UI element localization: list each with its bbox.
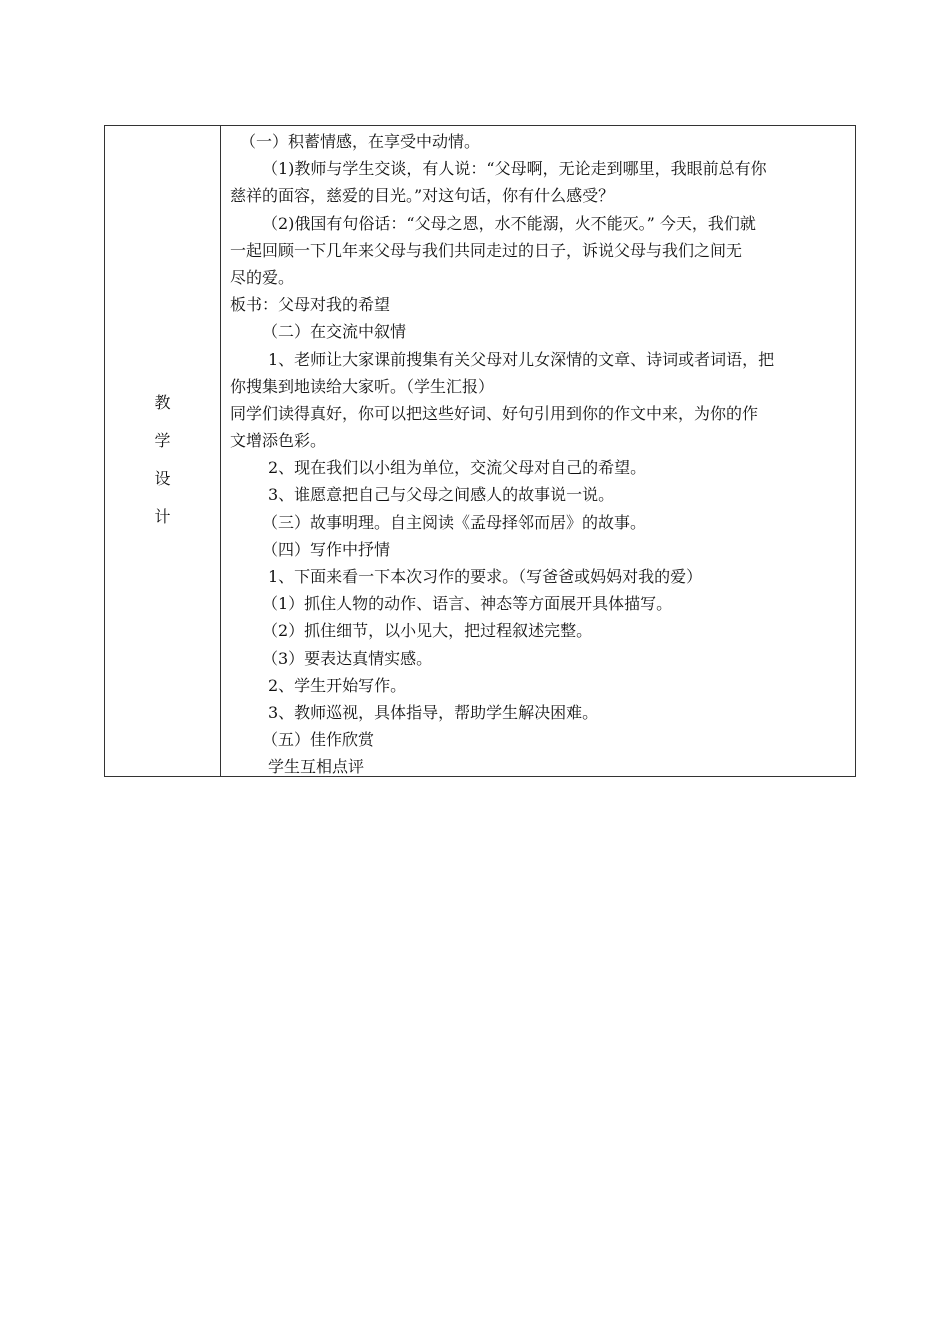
- content-line: 3、谁愿意把自己与父母之间感人的故事说一说。: [268, 485, 615, 505]
- content-line: 一起回顾一下几年来父母与我们共同走过的日子，诉说父母与我们之间无: [230, 240, 743, 260]
- content-line: 学生互相点评: [268, 757, 365, 777]
- content-line: 文增添色彩。: [230, 431, 327, 451]
- section-label-char: 设: [154, 469, 171, 488]
- content-line: 慈祥的面容，慈爱的目光。”对这句话，你有什么感受？: [230, 186, 615, 206]
- content-line: （2）抓住细节，以小见大，把过程叙述完整。: [262, 621, 593, 641]
- section-label-char: 计: [154, 507, 171, 526]
- content-line: 1、老师让大家课前搜集有关父母对儿女深情的文章、诗词或者词语，把: [268, 349, 775, 369]
- section-label-cell: [105, 126, 221, 776]
- content-line: （二）在交流中叙情: [262, 322, 407, 342]
- content-line: 2、学生开始写作。: [268, 675, 407, 695]
- content-line: 1、下面来看一下本次习作的要求。（写爸爸或妈妈对我的爱）: [268, 567, 703, 586]
- lesson-design-table: [104, 125, 856, 777]
- section-label: [105, 384, 220, 536]
- content-line: 同学们读得真好，你可以把这些好词、好句引用到你的作文中来，为你的作: [230, 403, 759, 423]
- content-line: 3、教师巡视，具体指导，帮助学生解决困难。: [268, 702, 599, 722]
- content-line: 板书：父母对我的希望: [230, 295, 391, 315]
- section-label-char: 教: [154, 393, 171, 412]
- section-label-char: 学: [154, 431, 171, 450]
- content-line: （五）佳作欣赏: [262, 730, 375, 750]
- content-line: （1)教师与学生交谈，有人说：“父母啊，无论走到哪里，我眼前总有你: [262, 159, 767, 179]
- content-line: （四）写作中抒情: [262, 539, 391, 559]
- content-line: （2)俄国有句俗话：“父母之恩，水不能溺，火不能灭。” 今天，我们就: [262, 213, 756, 233]
- content-line: 2、现在我们以小组为单位，交流父母对自己的希望。: [268, 458, 647, 478]
- content-line: （一）积蓄情感，在享受中动情。: [240, 132, 481, 151]
- content-line: （三）故事明理。自主阅读《孟母择邻而居》的故事。: [262, 512, 647, 532]
- content-line: 尽的爱。: [230, 267, 295, 287]
- content-line: 你搜集到地读给大家听。（学生汇报）: [230, 376, 495, 396]
- section-content-cell: [221, 126, 855, 776]
- content-line: （1）抓住人物的动作、语言、神态等方面展开具体描写。: [262, 594, 673, 614]
- content-line: （3）要表达真情实感。: [262, 648, 433, 668]
